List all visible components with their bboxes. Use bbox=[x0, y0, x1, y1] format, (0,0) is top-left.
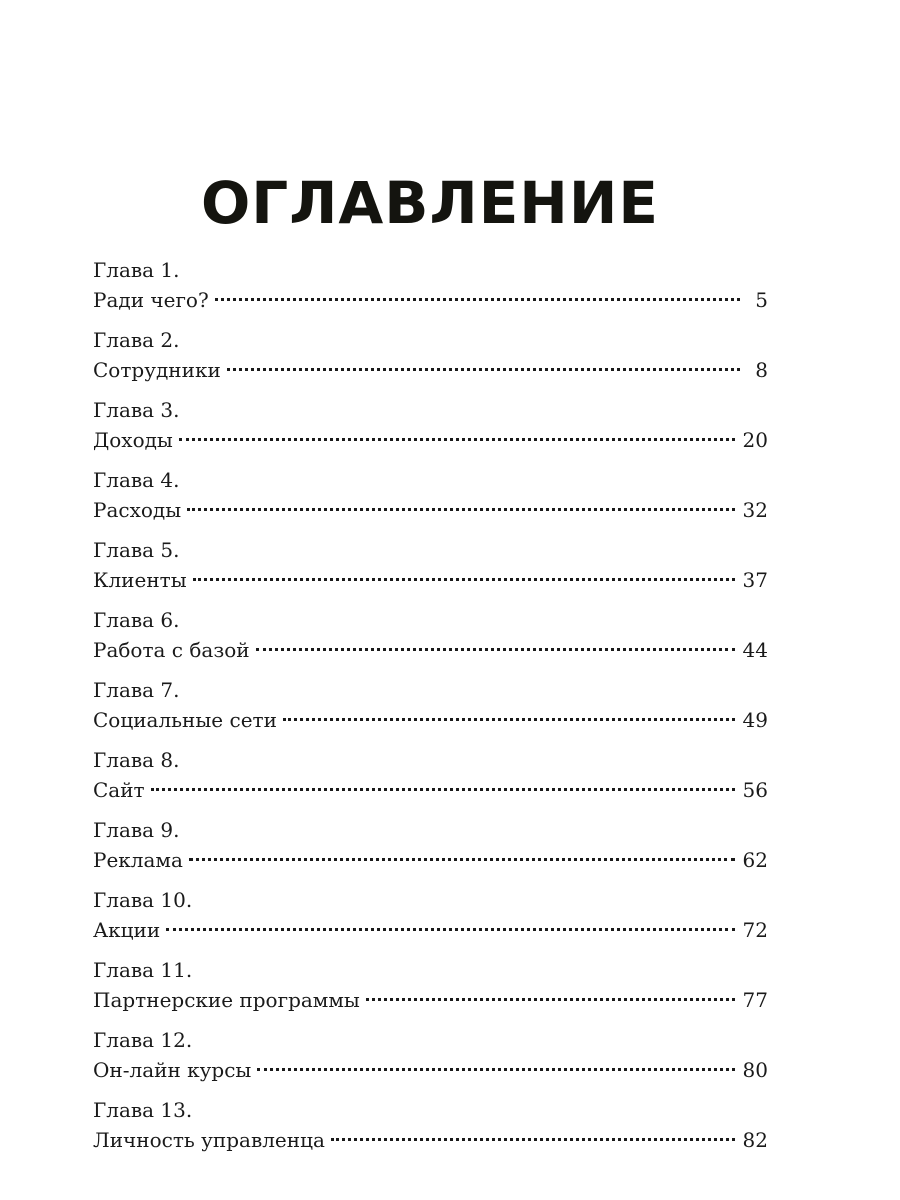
dot-leader bbox=[283, 718, 735, 721]
chapter-number: Глава 2. bbox=[93, 328, 180, 352]
table-of-contents bbox=[93, 256, 768, 1166]
chapter-title: Личность управленца bbox=[93, 1128, 325, 1152]
dot-leader bbox=[331, 1138, 735, 1141]
dot-leader bbox=[256, 648, 735, 651]
chapter-number: Глава 5. bbox=[93, 538, 180, 562]
dot-leader bbox=[166, 928, 734, 931]
dot-leader bbox=[257, 1068, 734, 1071]
toc-entry bbox=[93, 1026, 768, 1096]
page-number: 5 bbox=[755, 288, 768, 312]
page-number: 20 bbox=[742, 428, 768, 452]
toc-entry bbox=[93, 1096, 768, 1166]
chapter-number: Глава 11. bbox=[93, 958, 193, 982]
page-number: 44 bbox=[742, 638, 768, 662]
chapter-number: Глава 3. bbox=[93, 398, 180, 422]
chapter-title: Реклама bbox=[93, 848, 183, 872]
page-number: 56 bbox=[742, 778, 768, 802]
toc-entry bbox=[93, 256, 768, 326]
toc-entry bbox=[93, 536, 768, 606]
toc-entry bbox=[93, 676, 768, 746]
chapter-title: Клиенты bbox=[93, 568, 187, 592]
dot-leader bbox=[366, 998, 735, 1001]
chapter-title: Ради чего? bbox=[93, 288, 209, 312]
toc-entry bbox=[93, 816, 768, 886]
toc-line bbox=[93, 494, 768, 526]
chapter-number: Глава 9. bbox=[93, 818, 180, 842]
toc-entry bbox=[93, 396, 768, 466]
chapter-title: Сотрудники bbox=[93, 358, 221, 382]
toc-line bbox=[93, 914, 768, 946]
page-number: 77 bbox=[742, 988, 768, 1012]
chapter-number: Глава 6. bbox=[93, 608, 180, 632]
chapter-title: Партнерские программы bbox=[93, 988, 360, 1012]
chapter-title: Работа с базой bbox=[93, 638, 250, 662]
page-number: 49 bbox=[742, 708, 768, 732]
chapter-number: Глава 10. bbox=[93, 888, 193, 912]
page-number: 80 bbox=[742, 1058, 768, 1082]
toc-entry bbox=[93, 326, 768, 396]
toc-line bbox=[93, 704, 768, 736]
toc-line bbox=[93, 284, 768, 316]
chapter-number: Глава 7. bbox=[93, 678, 180, 702]
page-number: 62 bbox=[742, 848, 768, 872]
toc-entry bbox=[93, 956, 768, 1026]
toc-line bbox=[93, 424, 768, 456]
dot-leader bbox=[151, 788, 735, 791]
toc-line bbox=[93, 634, 768, 666]
page-number: 32 bbox=[742, 498, 768, 522]
toc-entry bbox=[93, 746, 768, 816]
page-number: 72 bbox=[742, 918, 768, 942]
toc-line bbox=[93, 1124, 768, 1156]
page-title: ОГЛАВЛЕНИЕ bbox=[200, 169, 660, 237]
toc-line bbox=[93, 984, 768, 1016]
toc-line bbox=[93, 354, 768, 386]
chapter-title: Социальные сети bbox=[93, 708, 277, 732]
chapter-title: Сайт bbox=[93, 778, 145, 802]
dot-leader bbox=[179, 438, 735, 441]
chapter-number: Глава 12. bbox=[93, 1028, 193, 1052]
chapter-title: Расходы bbox=[93, 498, 182, 522]
toc-line bbox=[93, 564, 768, 596]
chapter-number: Глава 1. bbox=[93, 258, 180, 282]
toc-line bbox=[93, 844, 768, 876]
chapter-title: Акции bbox=[93, 918, 161, 942]
chapter-number: Глава 13. bbox=[93, 1098, 193, 1122]
page-number: 37 bbox=[742, 568, 768, 592]
toc-entry bbox=[93, 886, 768, 956]
page-number: 8 bbox=[755, 358, 768, 382]
toc-entry bbox=[93, 466, 768, 536]
toc-line bbox=[93, 774, 768, 806]
chapter-number: Глава 4. bbox=[93, 468, 180, 492]
dot-leader bbox=[187, 508, 734, 511]
toc-line bbox=[93, 1054, 768, 1086]
dot-leader bbox=[215, 298, 740, 301]
dot-leader bbox=[193, 578, 735, 581]
page-number: 82 bbox=[742, 1128, 768, 1152]
dot-leader bbox=[189, 858, 735, 861]
chapter-title: Доходы bbox=[93, 428, 173, 452]
toc-entry bbox=[93, 606, 768, 676]
chapter-title: Он-лайн курсы bbox=[93, 1058, 252, 1082]
chapter-number: Глава 8. bbox=[93, 748, 180, 772]
dot-leader bbox=[227, 368, 740, 371]
